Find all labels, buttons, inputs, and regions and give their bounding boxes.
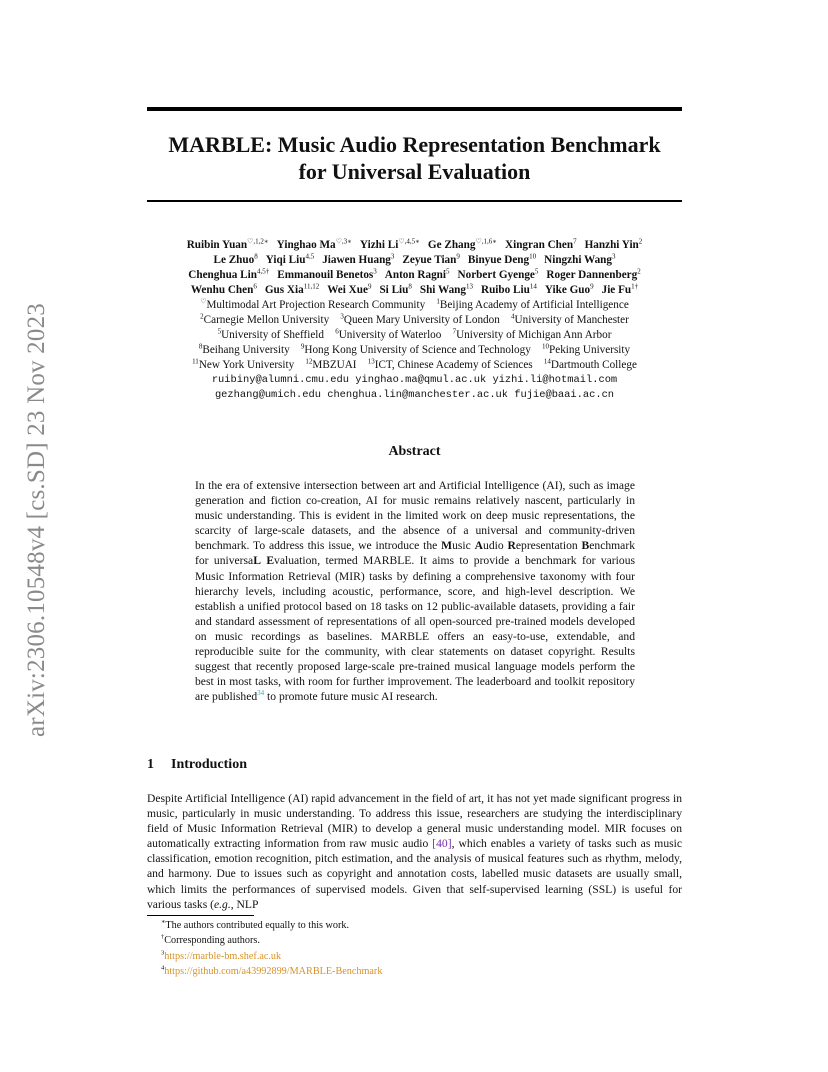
author-line xyxy=(147,268,682,283)
author-name: Roger Dannenberg$^2$ xyxy=(546,267,641,281)
author-email[interactable]: yinghao.ma@qmul.ac.uk xyxy=(355,374,487,386)
author-email[interactable]: ruibiny@alumni.cmu.edu xyxy=(211,374,349,386)
author-email[interactable]: fujie@baai.ac.cn xyxy=(514,389,615,401)
benchmark-acronym-expansion: Music Audio Representation Benchmark for universaL Evaluation xyxy=(195,539,635,568)
author-affiliation-marks: 5 xyxy=(446,267,450,276)
acronym-letter: A xyxy=(474,539,484,553)
author-name: Jiawen Huang$^3$ xyxy=(322,252,395,266)
author-affiliation-marks: 2 xyxy=(637,267,641,276)
intro-text-2: , which enables a variety of tasks such as music classification, emotion recognition, pitch estimation, and the analysis of musical features such as rhythm, melody, and harmony. Due to issues such as copyright and annotation costs, labelled music datasets are usually small, which limits the performances of supervised models. Given that self-supervised learning (SSL) is useful for various tasks ( xyxy=(147,837,682,911)
author-name: Shi Wang$^{13}$ xyxy=(419,282,473,296)
affiliation-name: Queen Mary University of London xyxy=(343,314,500,326)
footnote-equal-contribution: ∗The authors contributed equally to this work. xyxy=(161,918,350,931)
paper-title xyxy=(147,131,682,185)
affiliation-mark: 5 xyxy=(217,327,222,336)
author-affiliation-marks: 8 xyxy=(408,282,412,291)
author-affiliation-marks: ♡,3∗ xyxy=(335,237,352,246)
author-affiliation-marks: 9 xyxy=(456,252,460,261)
arxiv-identifier: arXiv:2306.10548v4 [cs.SD] 23 Nov 2023 xyxy=(23,303,50,737)
author-affiliation-marks: ♡,4,5∗ xyxy=(398,237,420,246)
affiliation-name: Hong Kong University of Science and Technology xyxy=(304,344,531,356)
author-affiliation-marks: 14 xyxy=(529,282,537,291)
author-affiliation-marks: 13 xyxy=(466,282,473,291)
author-affiliation-marks: 1† xyxy=(631,282,639,291)
abstract-text-2: , termed MARBLE. It aims to provide a benchmark for various Music Information Retrieval (MIR) tasks by defining a comprehensive taxonomy with four hierarchy levels, including acoustic, performance, score, and high-level description. We establish a unified protocol based on 18 tasks on 12 public-available datasets, providing a fair and standard assessment of representations of all open-sourced pre-trained models developed on music recordings as baselines. MARBLE offers an easy-to-use, extendable, and reproducible suite for the community, with clear statements on dataset copyright. Results suggest that recently proposed large-scale pre-trained musical language models perform the best in most tasks, with room for further improvement. The leaderboard and toolkit repository are published xyxy=(195,554,635,704)
affiliation-list xyxy=(147,298,682,373)
affiliation-line xyxy=(147,328,682,343)
author-name: Zeyue Tian$^9$ xyxy=(402,252,460,266)
author-name: Yizhi $Li^{♡,4,5∗}$ xyxy=(359,237,420,251)
author-affiliation-marks: 11,12 xyxy=(303,282,320,291)
introduction-body xyxy=(147,791,682,912)
author-name: Chenghua Lin$^{4,5\dagger}$ xyxy=(188,267,270,281)
author-name: Emmanouil Benetos$^3$ xyxy=(277,267,377,281)
footnote-corresponding: †Corresponding authors. xyxy=(161,934,260,947)
author-affiliation-marks: 4,5† xyxy=(256,267,270,276)
acronym-letter: L xyxy=(253,554,261,568)
affiliation-name: Beijing Academy of Artificial Intelligence xyxy=(439,299,629,311)
author-name: Anton Ragni$^5$ xyxy=(384,267,450,281)
abstract-footnote-refs[interactable]: 34 xyxy=(257,689,265,698)
footnotes xyxy=(161,918,382,980)
author-affiliation-marks: 8 xyxy=(254,252,258,261)
author-name: Yike Guo$^9$ xyxy=(544,282,594,296)
affiliation-mark: 6 xyxy=(335,327,339,336)
affiliation-line xyxy=(147,343,682,358)
affiliation-mark: 3 xyxy=(340,312,344,321)
intro-text-3: , NLP xyxy=(230,897,259,911)
author-line xyxy=(147,283,682,298)
author-list xyxy=(147,238,682,298)
section-title: Introduction xyxy=(171,757,247,772)
affiliation-name: ICT, Chinese Academy of Sciences xyxy=(374,359,533,371)
author-name: Le Zhuo$^8$ xyxy=(213,252,258,266)
author-name: Wenhu Chen$^6$ xyxy=(190,282,257,296)
author-name: Hanzhi Yin$^2$ xyxy=(584,237,643,251)
author-name: Gus Xia$^{11,12}$ xyxy=(264,282,320,296)
affiliation-line xyxy=(147,313,682,328)
author-name: Ruibin Yuan$^{♡,1,2∗}$ xyxy=(186,237,269,251)
abstract-text-1: In the era of extensive intersection between art and Artificial Intelligence (AI), such as image generation and fiction co-creation, AI for music remains relatively nascent, particularly in music understanding. This is evident in the limited work on deep music representations, the scarcity of large-scale datasets, and the absence of a universal and community-driven benchmark. To address this issue, we introduce the xyxy=(195,479,635,553)
affiliation-mark: 11 xyxy=(192,357,199,366)
title-bottom-rule xyxy=(147,200,682,202)
footnote-toolkit: $^4$https://github.com/a43992899/MARBLE-Benchmark xyxy=(161,964,383,978)
section-heading-introduction xyxy=(147,757,247,773)
affiliation-name: University of Manchester xyxy=(514,314,629,326)
abstract-heading: Abstract xyxy=(388,444,441,459)
author-affiliation-marks: 2 xyxy=(638,237,643,246)
acronym-letter: E xyxy=(266,554,275,568)
author-affiliation-marks: 4,5 xyxy=(305,252,315,261)
author-affiliation-marks: 3 xyxy=(612,252,616,261)
title-line-1: MARBLE: Music Audio Representation Benchmark xyxy=(168,132,661,157)
leaderboard-link[interactable]: https://marble-bm.shef.ac.uk xyxy=(164,950,282,962)
affiliation-mark: 2 xyxy=(200,312,204,321)
affiliation-name: Multimodal Art Projection Research Community xyxy=(206,299,426,311)
author-affiliation-marks: ♡,1,6∗ xyxy=(475,237,498,246)
citation-link[interactable]: [40] xyxy=(432,837,452,851)
acronym-letter: B xyxy=(581,539,590,553)
email-line xyxy=(147,373,682,388)
affiliation-name: University of Waterloo xyxy=(338,329,442,341)
affiliation-line xyxy=(147,298,682,313)
author-email[interactable]: yizhi.li@hotmail.com xyxy=(492,374,618,386)
author-name: Jie $Fu^{1\dagger}$ xyxy=(601,282,639,296)
author-block xyxy=(147,238,682,403)
title-line-2: for Universal Evaluation xyxy=(298,159,531,184)
author-name: Si Liu$^8$ xyxy=(379,282,412,296)
affiliation-name: New York University xyxy=(198,359,295,371)
author-affiliation-marks: 5 xyxy=(534,267,539,276)
author-affiliation-marks: 6 xyxy=(253,282,257,291)
toolkit-repo-link[interactable]: https://github.com/a43992899/MARBLE-Benchmark xyxy=(164,966,383,978)
affiliation-mark: 4 xyxy=(511,312,515,321)
email-list xyxy=(147,373,682,403)
author-name: Norbert Gyenge$^5$ xyxy=(457,267,539,281)
affiliation-mark: 13 xyxy=(367,357,375,366)
author-name: Wei Xue$^9$ xyxy=(327,282,372,296)
author-name: Ge Zhang$^{♡,1,6∗}$ xyxy=(427,237,498,251)
affiliation-mark: 10 xyxy=(542,342,550,351)
acronym-letter: R xyxy=(507,539,516,553)
author-email[interactable]: chenghua.lin@manchester.ac.uk xyxy=(327,389,509,401)
affiliation-name: Peking University xyxy=(549,344,631,356)
author-name: Yinghao $Ma^{♡,3∗}$ xyxy=(276,237,352,251)
author-name: Ningzhi Wang$^3$ xyxy=(544,252,616,266)
author-email[interactable]: gezhang@umich.edu xyxy=(214,389,321,401)
affiliation-name: Dartmouth College xyxy=(550,359,637,371)
author-name: Ruibo Liu$^{14}$ xyxy=(481,282,537,296)
author-affiliation-marks: 7 xyxy=(573,237,577,246)
author-affiliation-marks: 9 xyxy=(590,282,594,291)
author-affiliation-marks: 3 xyxy=(373,267,377,276)
author-name: Binyue Deng$^{10}$ xyxy=(467,252,537,266)
affiliation-mark: 12 xyxy=(305,357,313,366)
affiliation-mark: 1 xyxy=(436,297,440,306)
affiliation-mark: 8 xyxy=(198,342,203,351)
footnote-rule xyxy=(147,915,254,916)
author-name: Yiqi Liu$^{4,5}$ xyxy=(265,252,315,266)
affiliation-mark: ♡ xyxy=(200,297,207,306)
author-affiliation-marks: 3 xyxy=(390,252,395,261)
affiliation-name: University of Michigan Ann Arbor xyxy=(456,329,612,341)
affiliation-mark: 14 xyxy=(543,357,551,366)
author-line xyxy=(147,238,682,253)
arxiv-identifier-sidebar xyxy=(21,283,53,757)
author-name: Xingran Chen$^7$ xyxy=(505,237,577,251)
affiliation-mark: 9 xyxy=(300,342,305,351)
affiliation-name: University of Sheffield xyxy=(221,329,325,341)
intro-text-1: Despite Artificial Intelligence (AI) rapid advancement in the field of art, it has not yet made significant progress in music, particularly in music understanding. To address this issue, researchers are studying the interdisciplinary field of Music Information Retrieval (MIR) to develop a general music understanding model. MIR focuses on automatically extracting information from raw music audio xyxy=(147,792,682,851)
author-line xyxy=(147,253,682,268)
title-top-rule xyxy=(147,107,682,111)
intro-eg: e.g. xyxy=(213,897,231,911)
abstract-body xyxy=(195,478,635,704)
author-affiliation-marks: 10 xyxy=(529,252,537,261)
acronym-letter: M xyxy=(441,539,453,553)
affiliation-name: MBZUAI xyxy=(312,359,357,371)
abstract-text-3: to promote future music AI research. xyxy=(264,690,438,704)
section-number: 1 xyxy=(147,757,154,772)
affiliation-mark: 7 xyxy=(452,327,457,336)
affiliation-line xyxy=(147,358,682,373)
email-line xyxy=(147,388,682,403)
author-affiliation-marks: 9 xyxy=(367,282,372,291)
affiliation-name: Carnegie Mellon University xyxy=(203,314,330,326)
affiliation-name: Beihang University xyxy=(202,344,290,356)
author-affiliation-marks: ♡,1,2∗ xyxy=(247,237,269,246)
footnote-leaderboard: $^3$https://marble-bm.shef.ac.uk xyxy=(161,949,282,962)
